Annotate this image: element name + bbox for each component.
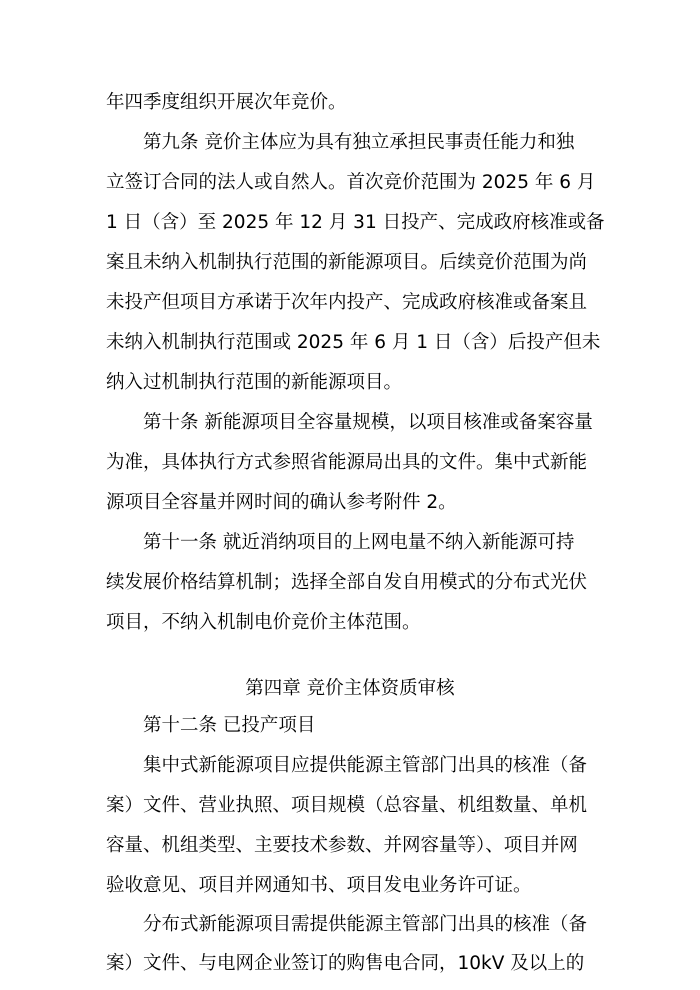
text-line: 分布式新能源项目需提供能源主管部门出具的核准（备 [143, 914, 588, 935]
text-line: 为准，具体执行方式参照省能源局出具的文件。集中式新能 [106, 452, 588, 473]
article-12-heading: 第十二条 已投产项目 [143, 715, 316, 736]
text-line: 容量、机组类型、主要技术参数、并网容量等）、项目并网 [106, 835, 578, 856]
text-line: 续发展价格结算机制；选择全部自发自用模式的分布式光伏 [106, 572, 588, 593]
text-line: 年四季度组织开展次年竞价。 [106, 92, 347, 113]
text-line: 案且未纳入机制执行范围的新能源项目。后续竞价范围为尚 [106, 252, 588, 273]
text-line: 纳入过机制执行范围的新能源项目。 [106, 372, 403, 393]
text-line: 1 日（含）至 2025 年 12 月 31 日投产、完成政府核准或备 [106, 212, 605, 233]
text-line: 案）文件、营业执照、项目规模（总容量、机组数量、单机 [106, 795, 588, 816]
chapter-heading: 第四章 竞价主体资质审核 [245, 678, 455, 699]
text-line: 未纳入机制执行范围或 2025 年 6 月 1 日（含）后投产但未 [106, 332, 601, 353]
text-line: 项目，不纳入机制电价竞价主体范围。 [106, 612, 421, 633]
text-line: 立签订合同的法人或自然人。首次竞价范围为 2025 年 6 月 [106, 172, 596, 193]
article-10-heading-line: 第十条 新能源项目全容量规模，以项目核准或备案容量 [143, 412, 593, 433]
text-line: 验收意见、项目并网通知书、项目发电业务许可证。 [106, 875, 532, 896]
text-line: 案）文件、与电网企业签订的购售电合同，10kV 及以上的 [106, 953, 585, 974]
article-9-heading-line: 第九条 竞价主体应为具有独立承担民事责任能力和独 [143, 132, 575, 153]
article-11-heading-line: 第十一条 就近消纳项目的上网电量不纳入新能源可持 [143, 532, 575, 553]
text-line: 集中式新能源项目应提供能源主管部门出具的核准（备 [143, 755, 588, 776]
text-line: 源项目全容量并网时间的确认参考附件 2。 [106, 492, 457, 513]
text-line: 未投产但项目方承诺于次年内投产、完成政府核准或备案且 [106, 292, 588, 313]
